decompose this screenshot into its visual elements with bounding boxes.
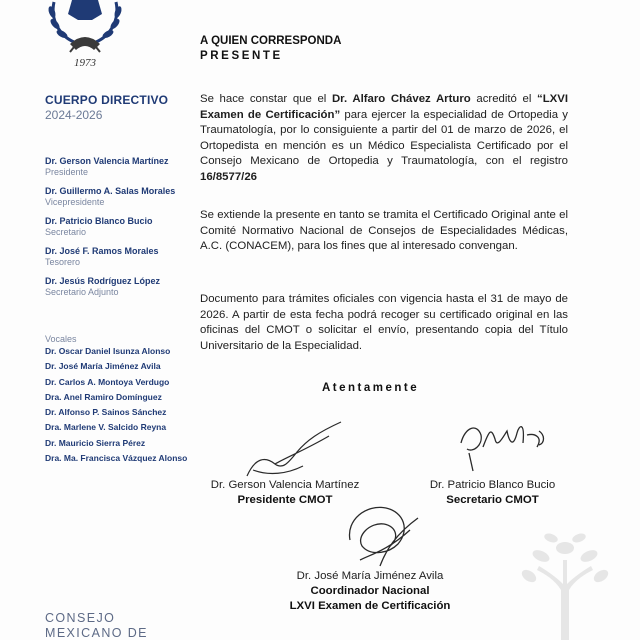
signer-coordinator — [270, 569, 470, 614]
board-member — [45, 246, 195, 267]
signature-president — [245, 418, 345, 480]
signer-title-2: LXVI Examen de Certificación — [289, 600, 451, 612]
member-name: Dr. Guillermo A. Salas Morales — [45, 186, 176, 196]
sidebar-heading — [45, 93, 168, 122]
vocal-name: Dra. Marlene V. Salcido Reyna — [45, 422, 167, 433]
addressee — [200, 34, 341, 64]
signer-name: Dr. José María Jiménez Avila — [296, 570, 444, 582]
logo-year: 1973 — [74, 57, 96, 69]
text-run: Se hace constar que el — [200, 93, 332, 105]
signer-title: Secretario CMOT — [446, 494, 539, 506]
vocales-label: Vocales — [45, 334, 77, 344]
vocal-name: Dra. Ma. Francisca Vázquez Alonso — [45, 453, 188, 464]
board-title: CUERPO DIRECTIVO — [45, 93, 169, 107]
signer-president — [195, 478, 375, 508]
registration-number: 16/8577/26 — [200, 170, 258, 183]
vocal-name: Dr. Alfonso P. Sainos Sánchez — [45, 407, 167, 418]
board-member — [45, 276, 195, 297]
board-members — [45, 156, 195, 306]
closing-atentamente: Atentamente — [322, 382, 420, 394]
signer-title: Presidente CMOT — [237, 494, 333, 506]
member-name: Dr. José F. Ramos Morales — [45, 246, 159, 256]
signer-secretary — [415, 478, 570, 508]
signature-coordinator — [340, 500, 425, 570]
member-role: Secretario Adjunto — [45, 287, 119, 297]
member-role: Secretario — [45, 227, 87, 237]
vocal-name: Dr. Carlos A. Montoya Verdugo — [45, 376, 170, 387]
cmot-logo — [30, 0, 140, 72]
footer-line: CONSEJO — [45, 611, 116, 625]
member-name: Dr. Gerson Valencia Martínez — [45, 156, 169, 166]
footer-line: MEXICANO DE — [45, 626, 148, 640]
vocal-name: Dra. Anel Ramiro Domínguez — [45, 391, 162, 402]
member-role: Tesorero — [45, 257, 81, 267]
footer-organization — [45, 611, 148, 641]
vocales-list — [45, 334, 205, 466]
candidate-name: Dr. Alfaro Chávez Arturo — [331, 93, 471, 105]
board-member — [45, 186, 195, 207]
paragraph-validity: Documento para trámites oficiales con vigencia hasta el 31 de mayo de 2026. A partir de esta fecha podrá recoger su certificado original en las oficinas del CMOT o solicitar el envío, presentando copia del Título Universitario de la Especialidad. — [200, 293, 568, 352]
member-role: Presidente — [45, 167, 89, 177]
addressee-presente: PRESENTE — [200, 50, 283, 62]
board-member — [45, 156, 195, 177]
paragraph-certification — [200, 92, 568, 186]
signature-secretary — [455, 413, 550, 475]
board-period: 2024-2026 — [45, 108, 103, 122]
tree-watermark — [515, 520, 615, 640]
signer-title: Coordinador Nacional — [310, 585, 430, 597]
member-name: Dr. Patricio Blanco Bucio — [45, 216, 153, 226]
text-run: acreditó el — [470, 93, 537, 105]
text-run: para ejercer la especialidad de Ortopedia y Traumatología, por lo consiguiente a partir del 01 de marzo de 2026, el Ortopedista en mención es un Médico Especialista Certificado por el Consejo Mexicano de Ortopedia y Traumatología, con el registro — [200, 108, 568, 168]
vocal-name: Dr. Mauricio Sierra Pérez — [45, 437, 146, 448]
member-name: Dr. Jesús Rodríguez López — [45, 276, 161, 286]
paragraph-conacem: Se extiende la presente en tanto se tramita el Certificado Original ante el Comité Normativo Nacional de Consejos de Especialidades Médicas, A.C. (CONACEM), para los fines que al interesado convengan. — [200, 209, 568, 253]
exam-name: “LXVI Examen de Certificación” — [200, 93, 569, 121]
addressee-line: A QUIEN CORRESPONDA — [200, 35, 342, 47]
vocal-name: Dr. José María Jiménez Avila — [45, 361, 161, 372]
member-role: Vicepresidente — [45, 197, 105, 207]
vocal-name: Dr. Oscar Daniel Isunza Alonso — [45, 346, 171, 356]
board-member — [45, 216, 195, 237]
signer-name: Dr. Gerson Valencia Martínez — [210, 479, 360, 491]
signer-name: Dr. Patricio Blanco Bucio — [429, 479, 556, 491]
